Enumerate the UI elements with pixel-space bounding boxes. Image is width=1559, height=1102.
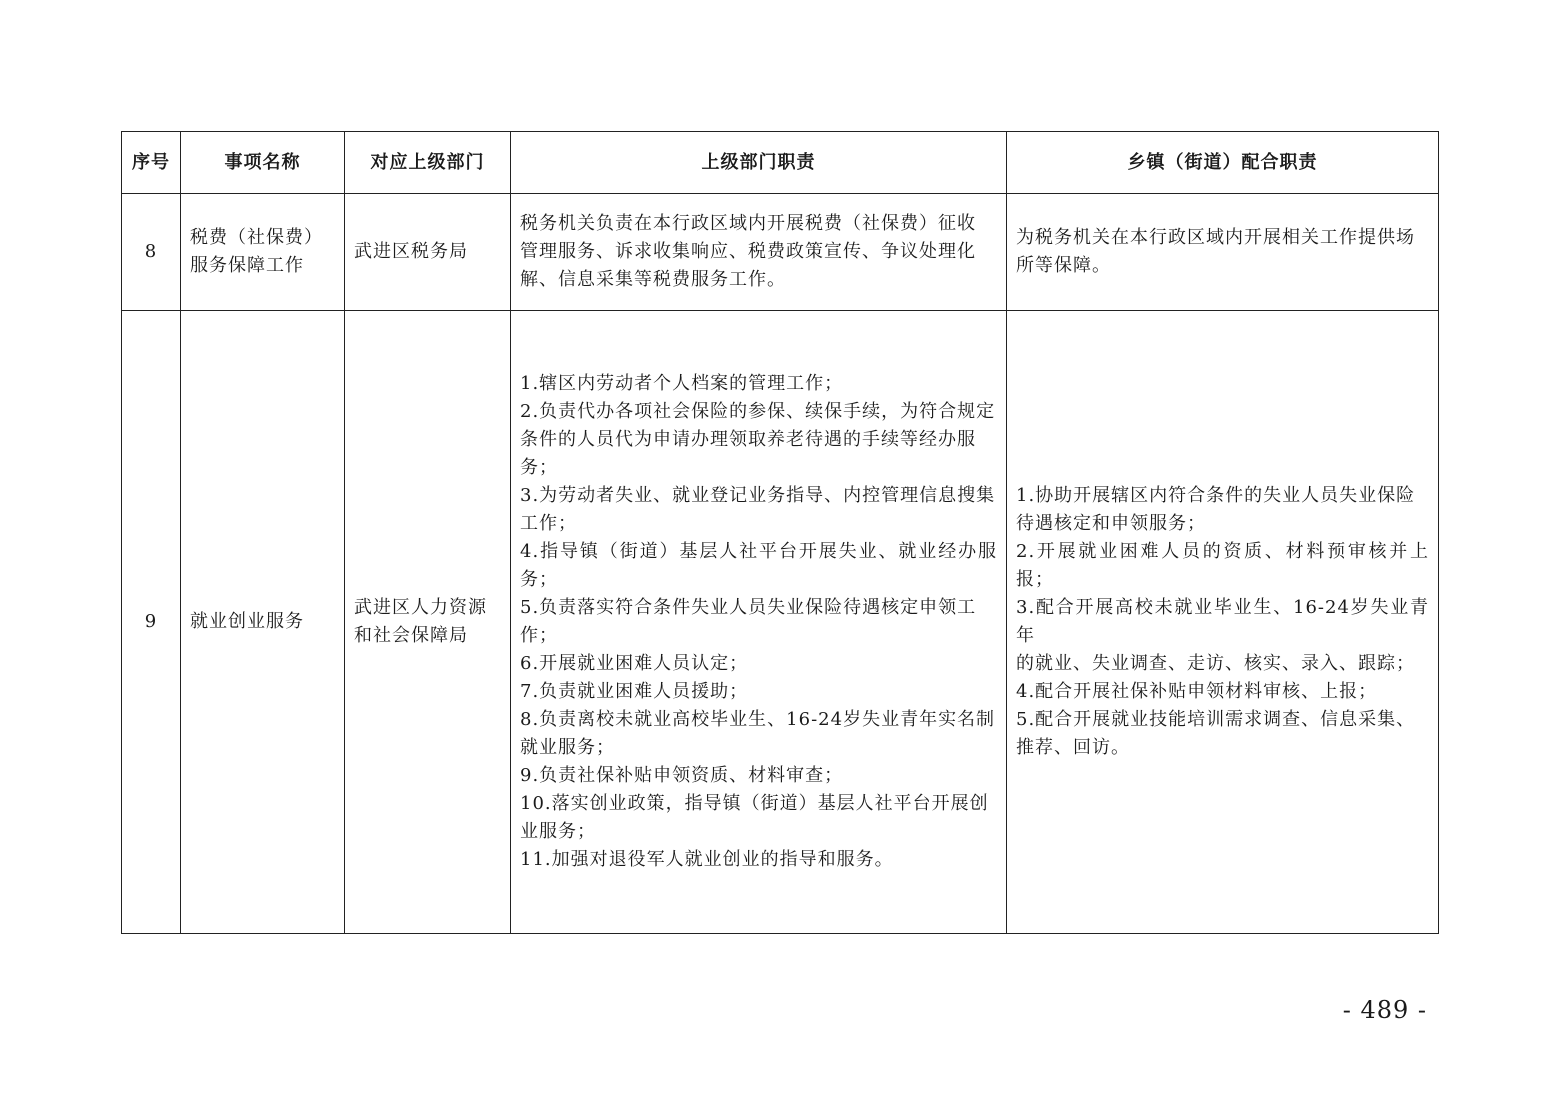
town-duty-line: 推荐、回访。: [1016, 737, 1130, 758]
upper-duty-line: 11.加强对退役军人就业创业的指导和服务。: [520, 849, 894, 870]
upper-duty-line: 就业服务；: [520, 737, 615, 758]
item-name-cell: [181, 311, 345, 934]
item-name-line: 服务保障工作: [190, 255, 304, 276]
row-number: 8: [122, 194, 181, 311]
upper-duty-line: 5.负责落实符合条件失业人员失业保险待遇核定申领工: [520, 597, 977, 618]
upper-duty-line: 务；: [520, 457, 558, 478]
duty-table: [121, 131, 1439, 934]
town-duty-line: 1.协助开展辖区内符合条件的失业人员失业保险: [1016, 485, 1416, 506]
upper-duty-line: 2.负责代办各项社会保险的参保、续保手续，为符合规定: [520, 401, 996, 422]
town-duty-line: 的就业、失业调查、走访、核实、录入、跟踪；: [1016, 653, 1415, 674]
upper-duty-line: 3.为劳动者失业、就业登记业务指导、内控管理信息搜集: [520, 485, 996, 506]
header-no: 序号: [122, 132, 181, 194]
header-upper-duty: 上级部门职责: [511, 132, 1007, 194]
upper-duty-cell: [511, 311, 1007, 934]
upper-duty-line: 管理服务、诉求收集响应、税费政策宣传、争议处理化: [520, 241, 976, 262]
department-line: 武进区人力资源: [354, 597, 487, 618]
town-duty-line: 所等保障。: [1016, 255, 1111, 276]
upper-duty-line: 4.指导镇（街道）基层人社平台开展失业、就业经办服务；: [520, 541, 997, 590]
header-item-name: 事项名称: [181, 132, 345, 194]
table-row: [122, 194, 1439, 311]
header-town-duty: 乡镇（街道）配合职责: [1007, 132, 1439, 194]
upper-duty-line: 6.开展就业困难人员认定；: [520, 653, 749, 674]
upper-duty-line: 7.负责就业困难人员援助；: [520, 681, 749, 702]
upper-duty-line: 作；: [520, 625, 558, 646]
town-duty-line: 4.配合开展社保补贴申领材料审核、上报；: [1016, 681, 1378, 702]
table-header-row: [122, 132, 1439, 194]
upper-duty-line: 1.辖区内劳动者个人档案的管理工作；: [520, 373, 844, 394]
upper-duty-line: 税务机关负责在本行政区域内开展税费（社保费）征收: [520, 213, 976, 234]
town-duty-cell: [1007, 311, 1439, 934]
town-duty-line: 5.配合开展就业技能培训需求调查、信息采集、: [1016, 709, 1416, 730]
town-duty-cell: [1007, 194, 1439, 311]
upper-duty-line: 解、信息采集等税费服务工作。: [520, 269, 786, 290]
row-number: 9: [122, 311, 181, 934]
header-department: 对应上级部门: [345, 132, 511, 194]
department-cell: [345, 194, 511, 311]
town-duty-line: 为税务机关在本行政区域内开展相关工作提供场: [1016, 227, 1415, 248]
page-number: - 489 -: [1342, 996, 1427, 1024]
department-line: 和社会保障局: [354, 625, 468, 646]
item-name-line: 税费（社保费）: [190, 227, 323, 248]
upper-duty-cell: [511, 194, 1007, 311]
town-duty-line: 2.开展就业困难人员的资质、材料预审核并上报；: [1016, 541, 1429, 590]
department-line: 武进区税务局: [354, 241, 468, 262]
upper-duty-line: 工作；: [520, 513, 577, 534]
town-duty-line: 待遇核定和申领服务；: [1016, 513, 1206, 534]
town-duty-line: 3.配合开展高校未就业毕业生、16-24岁失业青年: [1016, 597, 1429, 646]
item-name-line: 就业创业服务: [190, 611, 304, 632]
item-name-cell: [181, 194, 345, 311]
upper-duty-line: 10.落实创业政策，指导镇（街道）基层人社平台开展创: [520, 793, 989, 814]
upper-duty-line: 业服务；: [520, 821, 596, 842]
upper-duty-line: 条件的人员代为申请办理领取养老待遇的手续等经办服: [520, 429, 976, 450]
table-row: [122, 311, 1439, 934]
department-cell: [345, 311, 511, 934]
upper-duty-line: 8.负责离校未就业高校毕业生、16-24岁失业青年实名制: [520, 709, 996, 730]
upper-duty-line: 9.负责社保补贴申领资质、材料审查；: [520, 765, 844, 786]
